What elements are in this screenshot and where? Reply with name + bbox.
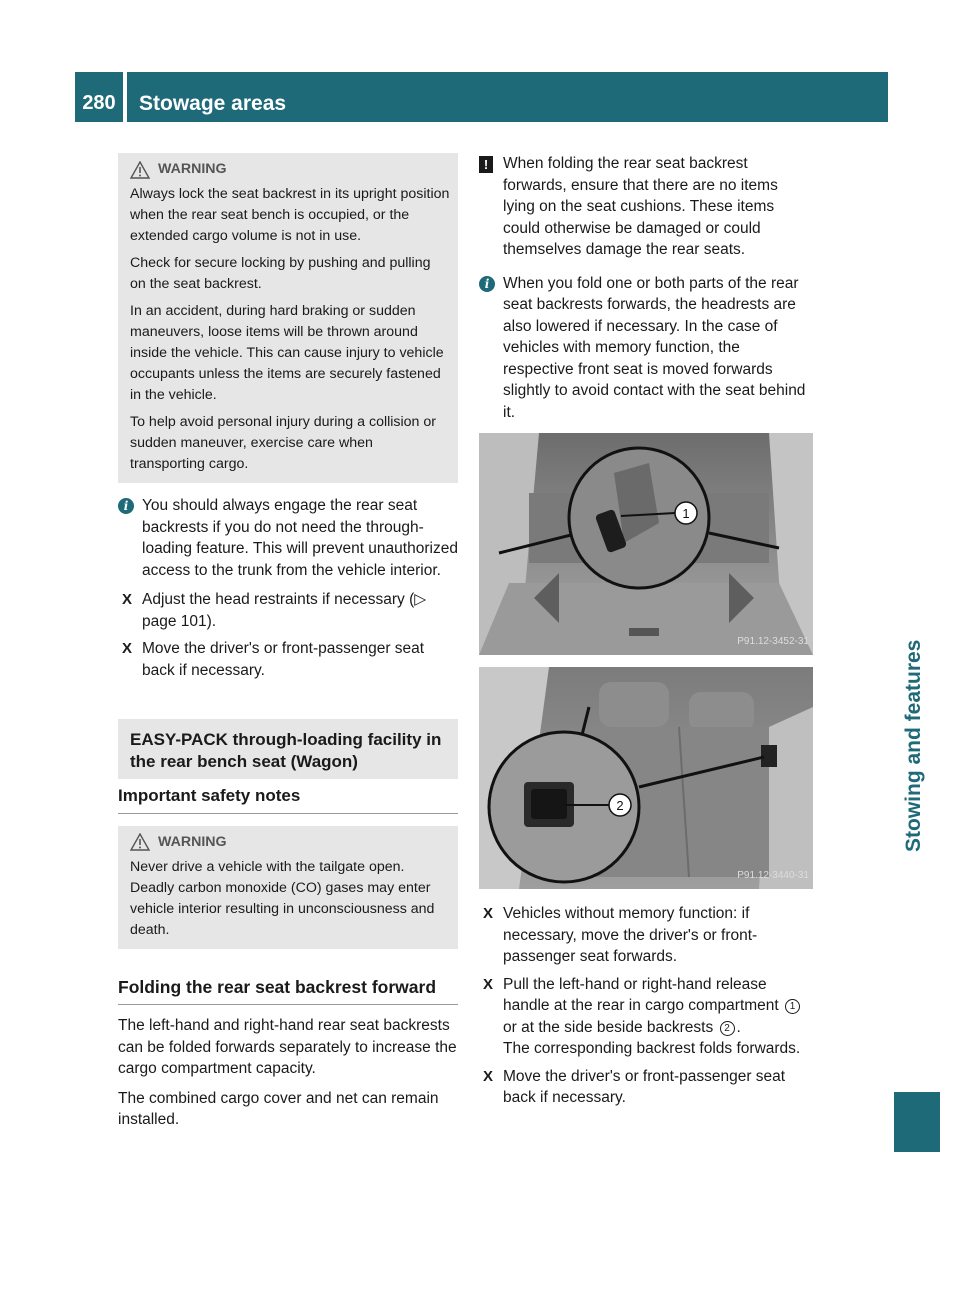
instruction-step (118, 638, 458, 681)
warning-paragraph: To help avoid personal injury during a collision or sudden maneuver, exercise care when transporting cargo. (130, 414, 436, 472)
body-paragraph: The left-hand and right-hand rear seat backrests can be folded forwards separately to increase the cargo compartment capacity. (118, 1017, 457, 1077)
info-text: When you fold one or both parts of the rear seat backrests forwards, the headrests are also lowered if necessary. In the case of vehicles with memory function, the respective front seat is moved forwards slightly to avoid contact with the seat behind it. (503, 274, 806, 421)
photo-code: P91.12-3452-31 (737, 635, 809, 647)
warning-paragraph: Never drive a vehicle with the tailgate open. Deadly carbon monoxide (CO) gases may enter vehicle interior resulting in unconsciousness and death. (130, 858, 435, 938)
section-title: EASY-PACK through-loading facility in the rear bench seat (Wagon) (118, 719, 458, 779)
warning-paragraph: Check for secure locking by pushing and pulling on the seat backrest. (130, 255, 431, 292)
cargo-compartment-photo (479, 433, 813, 655)
step-marker-icon: X (122, 591, 133, 608)
rear-bench-photo (479, 667, 813, 889)
left-column (118, 153, 458, 1139)
step-text: Pull the left-hand or right-hand release handle at the rear in cargo compartment (503, 975, 779, 1014)
page-header (75, 72, 888, 122)
caution-text: When folding the rear seat backrest forwards, ensure that there are no items lying on the seat cushions. These items could otherwise be damaged or could themselves damage the rear seats. (503, 155, 778, 258)
caution-note (479, 153, 813, 261)
step-text: . (736, 1018, 741, 1036)
chapter-label: Stowing and features (902, 639, 925, 852)
subsection-heading: Important safety notes (118, 779, 458, 814)
page-ref-arrow-icon: ▷ (414, 591, 427, 608)
warning-label: WARNING (158, 833, 227, 850)
callout-ref-icon: 2 (720, 1021, 735, 1036)
step-marker-icon: X (483, 975, 494, 993)
page-reference: page 101). (142, 612, 217, 630)
chapter-tab-marker (894, 1092, 940, 1152)
body-paragraph: The combined cargo cover and net can remain installed. (118, 1089, 439, 1128)
step-marker-icon: X (483, 905, 494, 922)
step-text: Adjust the head restraints if necessary ( (142, 591, 415, 608)
step-text: Move the driver's or front-passenger seat back if necessary. (503, 1067, 786, 1106)
info-text: You should always engage the rear seat backrests if you do not need the through-loading feature. This will prevent unauthorized access to the trunk from the vehicle interior. (142, 497, 458, 579)
warning-box (118, 826, 458, 949)
info-icon: i (479, 276, 495, 292)
step-text: Vehicles without memory function: if necessary, move the driver's or front-passenger seat forwards. (503, 905, 758, 965)
right-column (479, 153, 813, 1115)
instruction-step (479, 974, 813, 1060)
instruction-step (479, 903, 813, 968)
warning-header (130, 832, 450, 853)
callout-ref-icon: 1 (785, 999, 800, 1014)
photo-callout-label: 2 (616, 798, 624, 813)
info-note (479, 273, 813, 424)
instruction-step (118, 589, 458, 632)
step-result: The corresponding backrest folds forwards. (503, 1040, 801, 1057)
step-marker-icon: X (483, 1067, 494, 1085)
subsection-heading: Folding the rear seat backrest forward (118, 971, 458, 1006)
warning-triangle-icon (130, 161, 150, 179)
photo-callout-label: 1 (682, 506, 690, 521)
rear-bench-illustration (479, 667, 813, 889)
caution-icon: ! (479, 156, 493, 173)
warning-paragraph: Always lock the seat backrest in its upright position when the rear seat bench is occupied, or the extended cargo volume is not in use. (130, 186, 450, 244)
info-icon: i (118, 498, 134, 514)
step-text: Move the driver's or front-passenger seat back if necessary. (142, 640, 425, 679)
photo-code: P91.12-3440-31 (737, 869, 809, 881)
warning-paragraph: In an accident, during hard braking or sudden maneuvers, loose items will be thrown around inside the vehicle. This can cause injury to vehicle occupants unless the items are securely fastened in the vehicle. (130, 303, 444, 403)
warning-header (130, 159, 450, 180)
cargo-compartment-illustration (479, 433, 813, 655)
page-number: 280 (75, 72, 123, 122)
instruction-step (479, 1066, 813, 1109)
step-marker-icon: X (122, 640, 133, 657)
page-title: Stowage areas (127, 72, 888, 122)
warning-triangle-icon (130, 833, 150, 851)
warning-label: WARNING (158, 161, 227, 177)
step-text: or at the side beside backrests (503, 1018, 714, 1036)
chapter-side-tab (888, 72, 940, 1180)
info-note (118, 495, 458, 581)
warning-box (118, 153, 458, 483)
